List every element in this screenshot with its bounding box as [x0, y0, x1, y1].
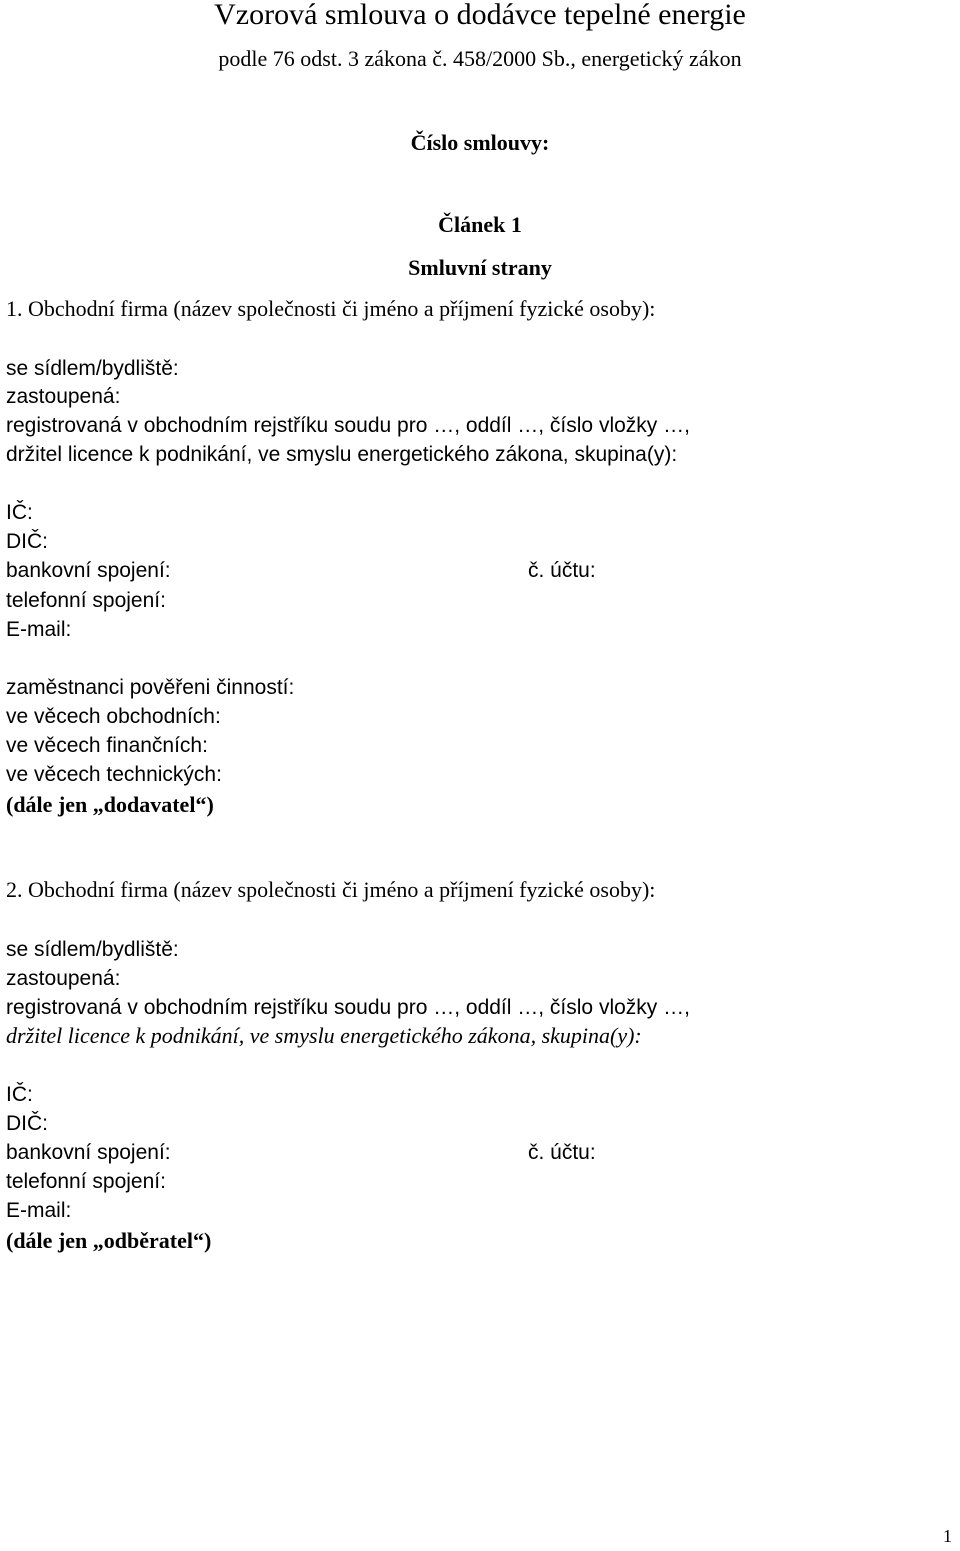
party2-company: 2. Obchodní firma (název společnosti či jméno a příjmení fyzické osoby):: [6, 877, 656, 902]
party1-registered: registrovaná v obchodním rejstříku soudu pro …, oddíl …, číslo vložky …,: [6, 414, 690, 437]
party2-account: č. účtu:: [528, 1141, 596, 1164]
party1-employees: zaměstnanci pověřeni činností:: [6, 676, 295, 699]
party1-license: držitel licence k podnikání, ve smyslu energetického zákona, skupina(y):: [6, 443, 678, 466]
party2-represented: zastoupená:: [6, 967, 121, 990]
party2-phone: telefonní spojení:: [6, 1170, 166, 1193]
article-title: Smluvní strany: [408, 255, 552, 280]
party2-dic: DIČ:: [6, 1112, 48, 1135]
party1-email: E-mail:: [6, 618, 72, 641]
party1-bank: bankovní spojení:: [6, 559, 171, 582]
party2-registered: registrovaná v obchodním rejstříku soudu pro …, oddíl …, číslo vložky …,: [6, 996, 690, 1019]
party1-commercial: ve věcech obchodních:: [6, 705, 221, 728]
party1-seat: se sídlem/bydliště:: [6, 357, 179, 380]
party1-hereinafter: (dále jen „dodavatel“): [6, 792, 214, 817]
party2-ic: IČ:: [6, 1083, 33, 1106]
document-title: Vzorová smlouva o dodávce tepelné energie: [214, 0, 746, 31]
party1-company: 1. Obchodní firma (název společnosti či jméno a příjmení fyzické osoby):: [6, 296, 656, 321]
party1-dic: DIČ:: [6, 530, 48, 553]
party2-bank: bankovní spojení:: [6, 1141, 171, 1164]
document-subtitle: podle 76 odst. 3 zákona č. 458/2000 Sb., energetický zákon: [218, 46, 742, 71]
party1-account: č. účtu:: [528, 559, 596, 582]
article-number: Článek 1: [438, 212, 522, 237]
party1-financial: ve věcech finančních:: [6, 734, 208, 757]
party1-ic: IČ:: [6, 501, 33, 524]
party2-email: E-mail:: [6, 1199, 72, 1222]
party1-represented: zastoupená:: [6, 385, 121, 408]
contract-number-label: Číslo smlouvy:: [410, 130, 550, 155]
page-number: 1: [943, 1526, 952, 1546]
party2-hereinafter: (dále jen „odběratel“): [6, 1228, 212, 1253]
party1-technical: ve věcech technických:: [6, 763, 222, 786]
party1-phone: telefonní spojení:: [6, 589, 166, 612]
party2-license: držitel licence k podnikání, ve smyslu energetického zákona, skupina(y):: [6, 1023, 642, 1048]
party2-seat: se sídlem/bydliště:: [6, 938, 179, 961]
